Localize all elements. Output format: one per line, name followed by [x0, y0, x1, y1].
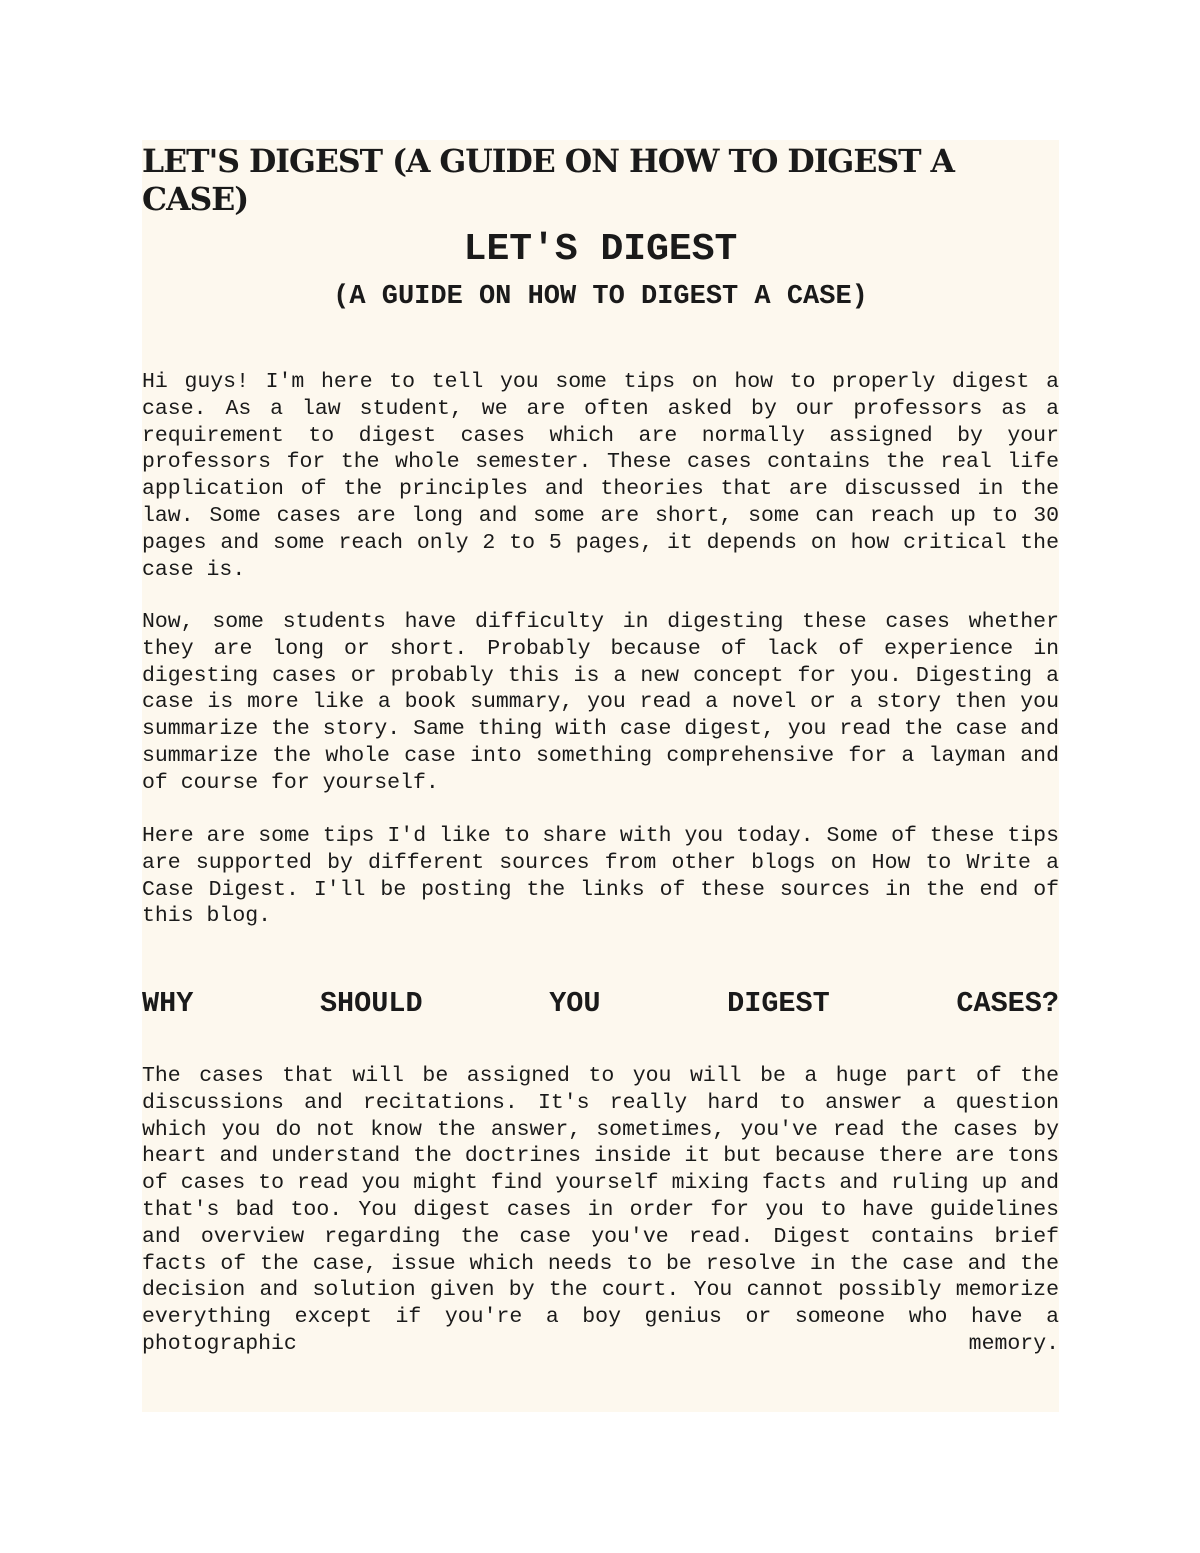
section-heading-word: SHOULD [319, 987, 423, 1020]
subtitle-line-2: (A GUIDE ON HOW TO DIGEST A CASE) [333, 282, 868, 312]
section-heading-why-digest [142, 986, 1059, 1022]
intro-paragraph: Hi guys! I'm here to tell you some tips on how to properly digest a case. As a law student, we are often asked by our professors as a requirement to digest cases which are normally assigned by your professors for the whole semester. These cases contains the real life application of the principles and theories that are discussed in the law. Some cases are long and some are short, some can reach up to 30 pages and some reach only 2 to 5 pages, it depends on how critical the case is. [142, 370, 1059, 582]
subtitle-line-1: LET'S DIGEST [463, 228, 738, 271]
tips-paragraph: Here are some tips I'd like to share with you today. Some of these tips are supported by different sources from other blogs on How to Write a Case Digest. I'll be posting the links of these sources in the end of this blog. [142, 824, 1059, 929]
section-heading-word: WHY [142, 987, 194, 1020]
section-heading-word: CASES? [956, 987, 1059, 1020]
section-heading-word: YOU [549, 987, 601, 1020]
difficulty-paragraph: Now, some students have difficulty in digesting these cases whether they are long or short. Probably because of lack of experience in digesting cases or probably this is a new concept for you. Digesting a case is more like a book summary, you read a novel or a story then you summarize the story. Same thing with case digest, you read the case and summarize the whole case into something comprehensive for a layman and of course for yourself. [142, 610, 1059, 795]
why-digest-paragraph: The cases that will be assigned to you will be a huge part of the discussions and recitations. It's really hard to answer a question which you do not know the answer, sometimes, you've read the cases by heart and understand the doctrines inside it but because there are tons of cases to read you might find yourself mixing facts and ruling up and that's bad too. You digest cases in order for you to have guidelines and overview regarding the case you've read. Digest contains brief facts of the case, issue which needs to be resolve in the case and the decision and solution given by the court. You cannot possibly memorize everything except if you're a boy genius or someone who have a photographic memory. [142, 1064, 1059, 1356]
document-title: LET'S DIGEST (A GUIDE ON HOW TO DIGEST A CASE) [142, 143, 954, 218]
section-heading-word: DIGEST [727, 987, 830, 1020]
